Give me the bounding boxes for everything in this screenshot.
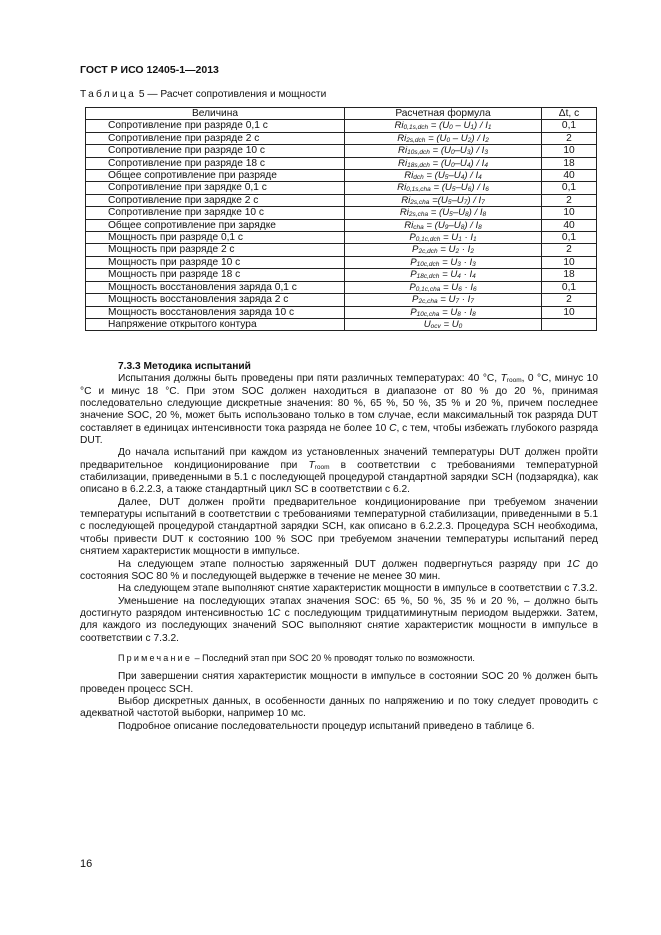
text-run: = U — [437, 294, 456, 306]
text-run: ) / I — [474, 120, 488, 132]
subscript: 1 — [470, 124, 475, 132]
text-run: = (U — [429, 157, 451, 169]
subscript: 3 — [466, 149, 471, 157]
subscript: 0 — [449, 124, 453, 132]
formula-cell — [345, 194, 542, 206]
subscript: 10c,cha — [416, 310, 440, 318]
dt-cell: 40 — [542, 170, 597, 182]
formula-cell — [345, 281, 542, 293]
dt-cell: 0,1 — [542, 182, 597, 194]
text-run: –U — [451, 194, 464, 206]
subscript: 5 — [449, 211, 453, 219]
subscript: 18c,dch — [416, 273, 440, 281]
subscript: 8 — [465, 211, 469, 219]
dt-cell: 2 — [542, 194, 597, 206]
text-run: – U — [452, 120, 471, 132]
table-caption — [80, 89, 326, 100]
text-run: · I — [460, 256, 473, 268]
text-run: При завершении снятия характеристик мощности в импульсе в состоянии SOC 20 % должен быть проведен процесс SCH. — [80, 671, 598, 695]
quantity-cell: Сопротивление при разряде 18 с — [86, 157, 345, 169]
text-run: До начала испытаний при каждом из установленных значений температуры DUT должен пройти предварительное кондиционирование при — [80, 447, 598, 471]
text-run: P — [410, 269, 417, 281]
text-run: Ri — [397, 182, 407, 194]
subscript: 3 — [484, 149, 488, 157]
table-row — [86, 170, 597, 182]
dt-cell: 10 — [542, 145, 597, 157]
text-run: Подробное описание последовательности процедур испытаний приведено в таблице 6. — [118, 720, 535, 732]
paragraph — [80, 559, 598, 584]
formula-cell — [345, 207, 542, 219]
table-row — [86, 207, 597, 219]
formula-cell — [345, 318, 542, 330]
table-caption-title: — Расчет сопротивления и мощности — [144, 89, 327, 100]
dt-cell: 2 — [542, 132, 597, 144]
subscript: 4 — [466, 161, 471, 169]
text-run: На следующем этапе полностью заряженный DUT должен подвергнуться разряду при — [118, 558, 567, 570]
text-run: –U — [454, 157, 467, 169]
table-row — [86, 244, 597, 256]
text-run: = (U — [429, 145, 451, 157]
subscript: 6 — [458, 285, 462, 293]
formula-cell — [345, 294, 542, 306]
subscript: 7 — [481, 198, 485, 206]
subscript: 2 — [470, 248, 474, 256]
quantity-cell: Сопротивление при разряде 2 с — [86, 132, 345, 144]
text-run: Ri — [398, 145, 408, 157]
text-run: Ri — [401, 194, 411, 206]
table-row — [86, 145, 597, 157]
text-run: Ri — [394, 120, 404, 132]
dt-cell: 0,1 — [542, 281, 597, 293]
text-run: Ri — [404, 219, 414, 231]
table-row — [86, 269, 597, 281]
paragraphs-after — [80, 671, 598, 733]
subscript: 6 — [485, 186, 489, 194]
text-run: C — [389, 422, 397, 434]
text-run: P — [410, 306, 417, 318]
column-header-quantity: Величина — [86, 108, 345, 120]
text-run: · I — [460, 306, 473, 318]
formula-cell — [345, 256, 542, 268]
text-run: –U — [448, 219, 461, 231]
table-row — [86, 132, 597, 144]
subscript: 3 — [457, 260, 461, 268]
subscript: 5 — [444, 174, 449, 182]
text-run: · I — [460, 269, 473, 281]
text-run: ) / I — [467, 194, 482, 206]
subscript: 2 — [467, 136, 472, 144]
note-label: Примечание — [118, 652, 193, 663]
subscript: 4 — [460, 174, 465, 182]
table-row — [86, 194, 597, 206]
text-run: Ri — [398, 157, 408, 169]
paragraphs — [80, 373, 598, 645]
table-row — [86, 219, 597, 231]
subscript: 0,1c,cha — [415, 285, 441, 293]
formula-cell — [345, 232, 542, 244]
table-row — [86, 318, 597, 330]
subscript: 10s,dch — [407, 149, 430, 157]
page-number: 16 — [80, 858, 93, 870]
quantity-cell: Сопротивление при разряде 10 с — [86, 145, 345, 157]
table-row — [86, 294, 597, 306]
text-run: = (U — [425, 132, 447, 144]
subscript: 4 — [472, 273, 476, 281]
resistance-power-table — [85, 107, 597, 331]
subscript: 8 — [482, 211, 487, 219]
text-run: · I — [459, 294, 471, 306]
subscript: 18s,dch — [407, 161, 430, 169]
subscript: 2c,dch — [418, 248, 438, 256]
subscript: 4 — [484, 161, 488, 169]
text-run: Ri — [397, 132, 407, 144]
text-run: Далее, DUT должен пройти предварительное кондиционирование при требуемом значении температуры испытаний в соответствии с требованиями температурной стабилизации, приведенными в 5.1 с последующей процедурой стандартной зарядки SCH, как описано в 6.2.2.3. Процедура SCH необходима, чтобы привести DUT к состоянию 100 % SOC при требуемом значении температуры испытаний перед снятием характеристик мощности в импульсе. — [80, 496, 598, 558]
text-run: P — [409, 232, 416, 244]
subscript: 2s,cha — [410, 198, 430, 206]
formula-cell — [345, 145, 542, 157]
formula-cell — [345, 182, 542, 194]
subscript: 1 — [458, 236, 462, 244]
text-run: –U — [448, 170, 461, 182]
dt-cell: 10 — [542, 256, 597, 268]
subscript: 7 — [455, 298, 460, 306]
subscript: 5 — [451, 186, 456, 194]
subscript: 1 — [473, 236, 477, 244]
text-run: = (U — [428, 207, 450, 219]
subscript: 2c,cha — [418, 298, 438, 306]
quantity-cell: Мощность восстановления заряда 10 с — [86, 306, 345, 318]
subscript: 0 — [450, 161, 455, 169]
quantity-cell: Мощность при разряде 0,1 с — [86, 232, 345, 244]
text-run: = U — [440, 232, 459, 244]
text-run: = (U — [430, 182, 452, 194]
subscript: 6 — [467, 186, 472, 194]
paragraph — [80, 596, 598, 645]
subscript: 2s,dch — [406, 136, 426, 144]
quantity-cell: Мощность при разряде 18 с — [86, 269, 345, 281]
dt-cell: 2 — [542, 244, 597, 256]
text-run: P — [412, 294, 419, 306]
paragraph — [80, 671, 598, 696]
subscript: room — [314, 463, 330, 471]
subscript: 2s,cha — [408, 211, 429, 219]
text-run: · I — [461, 232, 474, 244]
subscript: 10c,dch — [416, 260, 440, 268]
formula-cell — [345, 219, 542, 231]
text-run: Ri — [399, 207, 409, 219]
subscript: 0 — [446, 136, 451, 144]
subscript: 8 — [460, 223, 465, 231]
formula-cell — [345, 306, 542, 318]
column-header-formula: Расчетная формула — [345, 108, 542, 120]
text-run: T — [308, 459, 315, 471]
text-run: Выбор дискретных данных, в особенности данных по напряжению и по току следует проводить с адекватной частотой выборки, например 10 мс. — [80, 695, 598, 720]
subscript: cha — [413, 223, 424, 231]
subscript: 8 — [478, 223, 482, 231]
text-run: –U — [452, 207, 466, 219]
text-run: ) / I — [470, 145, 485, 157]
text-run: = (U — [428, 120, 450, 132]
subscript: 0,1s,cha — [406, 186, 431, 194]
text-run: = U — [440, 281, 459, 293]
dt-cell: 18 — [542, 157, 597, 169]
formula-cell — [345, 170, 542, 182]
section-title: 7.3.3 Методика испытаний — [118, 361, 251, 372]
text-run: = (U — [423, 170, 445, 182]
dt-cell: 0,1 — [542, 232, 597, 244]
text-run: P — [410, 256, 417, 268]
paragraph — [80, 373, 598, 447]
table-row — [86, 306, 597, 318]
subscript: 5 — [447, 198, 452, 206]
quantity-cell: Мощность восстановления заряда 2 с — [86, 294, 345, 306]
subscript: 0,1c,dch — [415, 236, 441, 244]
quantity-cell: Сопротивление при зарядке 0,1 с — [86, 182, 345, 194]
dt-cell: 0,1 — [542, 120, 597, 132]
dt-cell: 10 — [542, 306, 597, 318]
table-row — [86, 232, 597, 244]
text-run: P — [409, 281, 416, 293]
quantity-cell: Мощность при разряде 2 с — [86, 244, 345, 256]
text-run: –U — [455, 182, 468, 194]
paragraph — [80, 497, 598, 559]
table-row — [86, 182, 597, 194]
note-text: – Последний этап при SOC 20 % проводят только по возможности. — [192, 652, 475, 663]
dt-cell: 2 — [542, 294, 597, 306]
subscript: 4 — [478, 174, 482, 182]
subscript: 0 — [450, 149, 455, 157]
text-run: ) / I — [468, 207, 483, 219]
subscript: 2 — [485, 136, 489, 144]
quantity-cell: Сопротивление при разряде 0,1 с — [86, 120, 345, 132]
table-row — [86, 157, 597, 169]
note — [80, 652, 598, 664]
table-caption-number: 5 — [138, 89, 145, 100]
table-row — [86, 120, 597, 132]
subscript: 8 — [472, 310, 476, 318]
subscript: 2 — [455, 248, 460, 256]
text-run: – U — [450, 132, 468, 144]
subscript: room — [506, 377, 522, 385]
table-row — [86, 256, 597, 268]
subscript: 7 — [470, 298, 474, 306]
quantity-cell: Сопротивление при зарядке 2 с — [86, 194, 345, 206]
text-run: На следующем этапе выполняют снятие характеристик мощности в импульсе в соответствии с 7.3.2. — [118, 583, 598, 595]
text-run: = U — [437, 244, 456, 256]
section-body — [80, 361, 598, 733]
paragraph — [80, 583, 598, 595]
table-row — [86, 281, 597, 293]
text-run: P — [412, 244, 419, 256]
subscript: dch — [413, 174, 424, 182]
text-run: до состояния SOC 80 % и последующей выдержке в течение не менее 30 мин. — [80, 558, 598, 582]
text-run: 1C — [566, 558, 580, 570]
text-run: U — [423, 318, 431, 330]
text-run: ) / I — [471, 132, 486, 144]
subscript: 0,1s,dch — [403, 124, 429, 132]
subscript: ocv — [430, 322, 441, 330]
subscript: 6 — [473, 285, 477, 293]
text-run: · I — [461, 281, 474, 293]
dt-cell — [542, 318, 597, 330]
quantity-cell: Напряжение открытого контура — [86, 318, 345, 330]
text-run: ) / I — [471, 182, 486, 194]
paragraph — [80, 721, 598, 733]
formula-cell — [345, 120, 542, 132]
text-run: C — [273, 607, 281, 619]
subscript: 9 — [444, 223, 449, 231]
subscript: 1 — [487, 124, 492, 132]
quantity-cell: Общее сопротивление при разряде — [86, 170, 345, 182]
formula-cell — [345, 244, 542, 256]
quantity-cell: Сопротивление при зарядке 10 с — [86, 207, 345, 219]
text-run: с последующим тридцатиминутным периодом выдержки. Затем, для каждого из последующих значений SOC выполняют снятие характеристик мощности в импульсе в соответствии с 7.3.2. — [80, 607, 599, 644]
text-run: T — [500, 373, 507, 385]
text-run: , 0 °С, минус 10 °С и минус 18 °С. При этом SOC должен находиться в диапазоне от 80 % до 20 %, принимая последовательно следующие дискретные значения: 80 %, 65 %, 50 %, 35 % и 20 %, причем последнее значение SOC, 20 %, может быть использовано только в том случае, если максимальный ток разряда DUT составляет в единицах интенсивности тока разряда не более 10 — [80, 373, 598, 434]
text-run: ) / I — [470, 157, 485, 169]
text-run: –U — [454, 145, 467, 157]
text-run: =(U — [429, 194, 448, 206]
text-run: = U — [439, 306, 458, 318]
subscript: 8 — [457, 310, 461, 318]
text-run: Уменьшение на последующих этапах значения SOC: 65 %, 50 %, 35 % и 20 %, – должно быть достигнуто разрядом интенсивностью 1 — [80, 595, 598, 619]
text-run: = U — [439, 269, 458, 281]
dt-cell: 18 — [542, 269, 597, 281]
text-run: = U — [439, 256, 458, 268]
subscript: 0 — [458, 322, 463, 330]
quantity-cell: Общее сопротивление при зарядке — [86, 219, 345, 231]
formula-cell — [345, 132, 542, 144]
text-run: Испытания должны быть проведены при пяти различных температурах: 40 °С, — [118, 373, 501, 385]
subscript: 3 — [472, 260, 476, 268]
text-run: в соответствии с требованиями температурной стабилизации, приведенными в 5.1 с последующей процедурой стандартной зарядки SCH (подзарядка), как описано в 6.2.2.3, а также стандартный цикл SC в соответствии с 6.2. — [80, 459, 598, 496]
text-run: = (U — [423, 219, 445, 231]
paragraph — [80, 696, 598, 721]
table-caption-label: Таблица — [80, 89, 137, 100]
quantity-cell: Мощность при разряде 10 с — [86, 256, 345, 268]
formula-cell — [345, 157, 542, 169]
subscript: 7 — [463, 198, 468, 206]
column-header-dt: Δt, с — [542, 108, 597, 120]
dt-cell: 40 — [542, 219, 597, 231]
text-run: ) / I — [464, 219, 479, 231]
text-run: , с тем, чтобы избежать глубокого разряда DUT. — [80, 422, 598, 447]
dt-cell: 10 — [542, 207, 597, 219]
formula-cell — [345, 269, 542, 281]
paragraph — [80, 447, 598, 496]
text-run: ) / I — [464, 170, 479, 182]
subscript: 4 — [457, 273, 461, 281]
quantity-cell: Мощность восстановления заряда 0,1 с — [86, 281, 345, 293]
text-run: Ri — [404, 170, 414, 182]
document-header: ГОСТ Р ИСО 12405-1—2013 — [80, 64, 219, 76]
text-run: = U — [440, 318, 459, 330]
text-run: · I — [459, 244, 471, 256]
